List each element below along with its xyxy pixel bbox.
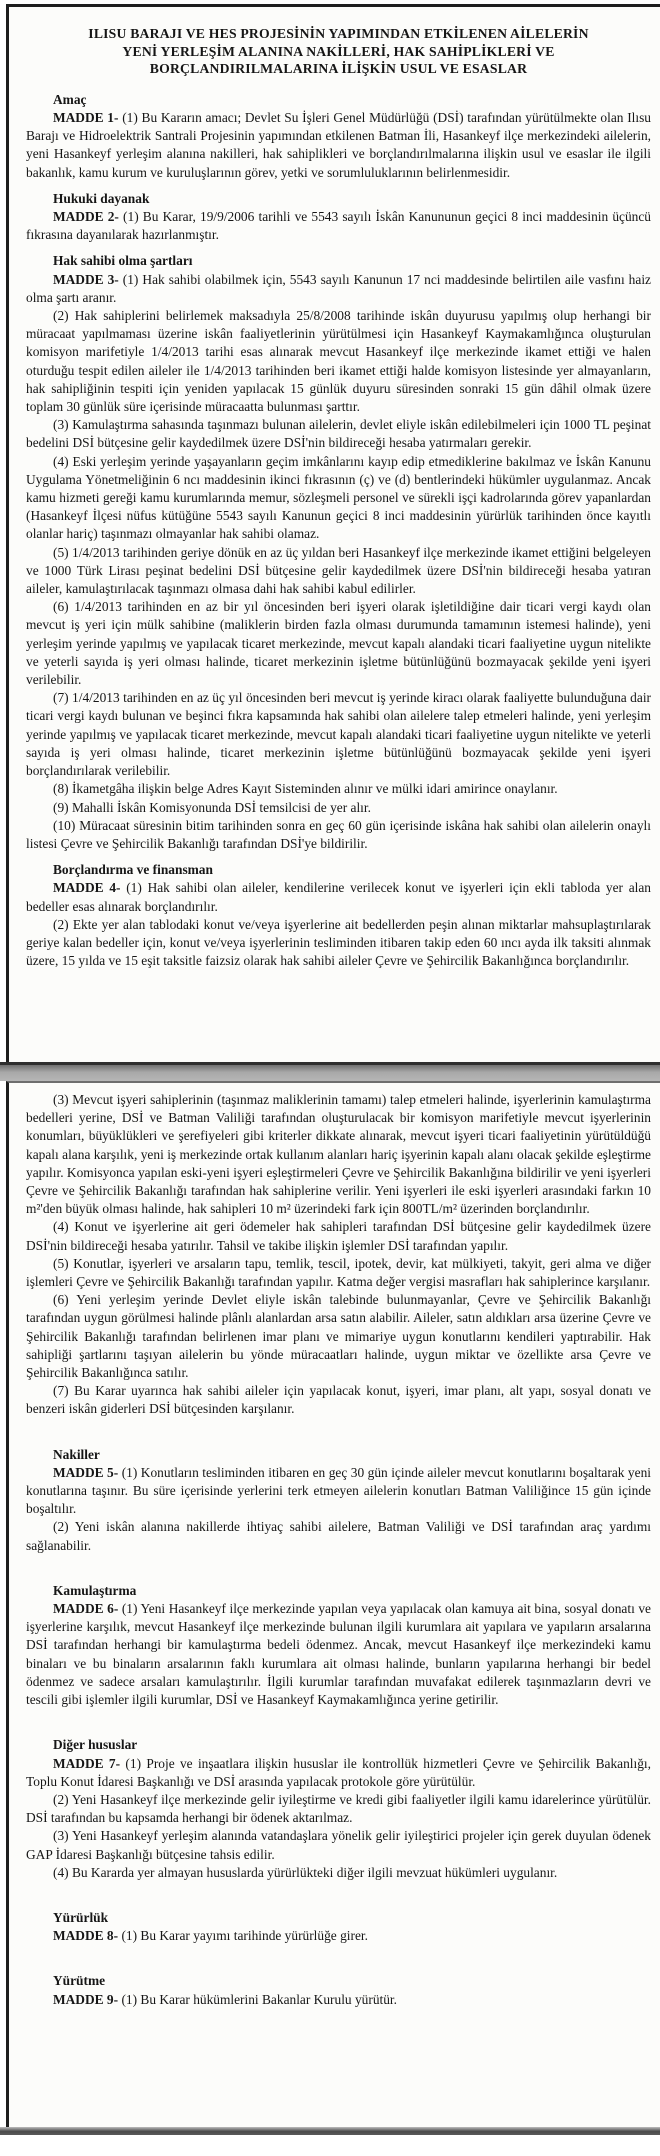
document-title (28, 25, 649, 78)
paragraph: (6) Yeni yerleşim yerinde Devlet eliyle iskân talebinde bulunmayanlar, Çevre ve Şehircilik Bakanlığı tarafından uygun görülmesi halinde plânlı alanlardan arsa satın alabilir. Aileler, satın aldıkları arsa üzerine Çevre ve Şehircilik Bakanlığı tarafından belirlenen imar planı ve mimariye uygun konutlarını kendileri yaptırabilir. Hak sahipliği şartlarını taşıyan ailelerin bu yönde müracaatları halinde, uygun miktar ve özellikte arsa Çevre ve Şehircilik Bakanlığınca satılır. (26, 1292, 651, 1381)
page-2 (6, 1081, 660, 2127)
paragraph: (7) Bu Karar uyarınca hak sahibi aileler için yapılacak konut, işyeri, imar planı, alt yapı, sosyal donatı ve benzeri iskân giderleri DSİ bütçesinden karşılanır. (26, 1383, 651, 1417)
paragraph: MADDE 8- (1) Bu Karar yayımı tarihinde yürürlüğe girer. (53, 1928, 368, 1944)
madde-label: MADDE 3- (53, 271, 123, 287)
paragraph: (6) 1/4/2013 tarihinden en az bir yıl öncesinden beri işyeri olarak işletildiğine dair ticari vergi kaydı olan mevcut iş yeri için mülk sahibine (maliklerin birden fazla olması durumunda tamamının istemesi halinde), yeni yerleşim yerinde yapılmış ve yapılacak ticaret merkezinde, mevcut kapalı alandaki ticari faaliyetine uygun nitelikte ve yeterli sayıda iş yeri olması halinde, ticaret merkezinin işletme bütünlüğünü bozmayacak şekilde yeni işyeri verilebilir. (26, 599, 651, 688)
madde-label: MADDE 9- (53, 1991, 122, 2007)
madde-label: MADDE 8- (53, 1928, 122, 1944)
paragraph: (7) 1/4/2013 tarihinden en az üç yıl öncesinden beri mevcut iş yerinde kiracı olarak faaliyette bulunduğuna dair ticari vergi kaydı bulunan ve beşinci fıkra kapsamında hak sahibi olan ailelere talep etmeleri halinde, yeni yerleşim yerinde yapılmış ve yapılacak ticaret merkezinde, mevcut kapalı alandaki ticari faaliyetine uygun nitelikte ve yeterli sayıda iş yeri olması halinde, ticaret merkezinin işletme bütünlüğünü bozmayacak şekilde yeni işyeri borçlandırılarak verilebilir. (26, 690, 651, 779)
section-heading: Yürürlük (53, 1909, 109, 1925)
document-title-line: YENİ YERLEŞİM ALANINA NAKİLLERİ, HAK SAHİPLİKLERİ VE (122, 43, 555, 59)
section-heading: Kamulaştırma (53, 1582, 137, 1598)
section-heading: Diğer hususlar (53, 1737, 138, 1753)
paragraph: (3) Yeni Hasankeyf yerleşim alanında vatandaşlara yönelik gelir iyileştirici projeler için gerek duyulan ödenek GAP İdaresi Başkanlığı bütçesine tahsis edilir. (26, 1828, 651, 1862)
document-title-line: BORÇLANDIRILMALARINA İLİŞKİN USUL VE ESASLAR (149, 61, 528, 77)
scan-edge-bottom (0, 2127, 660, 2135)
document-title-line: ILISU BARAJI VE HES PROJESİNİN YAPIMINDAN ETKİLENEN AİLELERİN (88, 26, 589, 41)
paragraph: (8) İkametgâha ilişkin belge Adres Kayıt Sisteminden alınır ve mülki idari amirince onaylanır. (53, 781, 558, 797)
madde-label: MADDE 6- (53, 1601, 122, 1617)
paragraph: (3) Kamulaştırma sahasında taşınmazı bulunan ailelerin, devlet eliyle iskân edilebilmeleri için 1000 TL peşinat bedelini DSİ bütçesine gelir kaydedilmek üzere DSİ'nin bildireceği hesaba yatırmaları gerekir. (26, 417, 651, 451)
paragraph: MADDE 1- (1) Bu Kararın amacı; Devlet Su İşleri Genel Müdürlüğü (DSİ) tarafından yürütülmekte olan Ilısu Barajı ve Hidroelektrik Santrali Projesinin yapımından etkilenen Batman İli, Hasankeyf ilçe merkezindeki ailelerin, yeni Hasankeyf yerleşim alanına nakilleri, hak sahiplikleri ve borçlandırılmalarına ilişkin usul ve esaslar ile ilgili bakanlık, kamu kurum ve kuruluşlarının görev, yetki ve sorumluluklarının belirlenmesidir. (26, 109, 651, 180)
paragraph: MADDE 7- (1) Proje ve inşaatlara ilişkin hususlar ile kontrollük hizmetleri Çevre ve Şehircilik Bakanlığı, Toplu Konut İdaresi Başkanlığı ve DSİ arasında yapılacak protokole göre yürütülür. (26, 1755, 651, 1789)
paragraph: MADDE 5- (1) Konutların tesliminden itibaren en geç 30 gün içinde aileler mevcut konutlarını boşaltarak yeni konutlarına taşınır. Bu süre içerisinde yerlerini terk etmeyen ailelerin konutları Batman Valiliğince 15 gün içinde boşaltılır. (26, 1464, 651, 1517)
paragraph: (3) Mevcut işyeri sahiplerinin (taşınmaz maliklerinin tamamı) talep etmeleri halinde, işyerlerinin kamulaştırma bedelleri yerine, DSİ ve Batman Valiliği tarafından oluşturulacak bir komisyon marifetiyle mevcut işyerlerinin konumları, büyüklükleri ve şerefiyeleri gibi kriterler dikkate alınarak, mevcut işyeri ticari faaliyetinin yürütüldüğü kapalı alana karşılık, yeni iş merkezinde ortak kullanım alanları hariç işyerinin kapalı alanı olacak şekilde eşleştirme yapılır. Komisyonca yapılan eski-yeni işyeri eşleştirmeleri Çevre ve Şehircilik Bakanlığına bildirilir ve yeni işyerleri Çevre ve Şehircilik Bakanlığı tarafından hak sahiplerine verilir. Yeni işyerleri ile eski işyerleri arasındaki farkın 10 m²'den büyük olması halinde, hak sahipleri 10 m² üzerindeki fark için 800TL/m² üzerinden borçlandırılır. (26, 1092, 651, 1217)
paragraph: MADDE 4- (1) Hak sahibi olan aileler, kendilerine verilecek konut ve işyerleri için ekli tabloda yer alan bedeller esas alınarak borçlandırılır. (26, 880, 652, 914)
section-heading: Hak sahibi olma şartları (53, 253, 193, 269)
section-heading: Amaç (53, 91, 87, 107)
paragraph: (4) Eski yerleşim yerinde yaşayanların geçim imkânlarını kayıp edip etmediklerine bakılmaz ve İskân Kanunu Uygulama Yönetmeliğinin 6 ncı maddesinin ikinci fıkrasının (ç) ve (d) bentlerindeki hükümler uygulanmaz. Ancak kamu hizmeti gereği kamu kurumlarında memur, sözleşmeli personel ve sürekli işçi kadrolarında görev yapanlardan (Hasankeyf İlçesi nüfus kütüğüne 5543 sayılı Kanunun geçici 8 inci maddesinin yürürlük tarihinden önce kayıtlı olanlar hariç) taşınmazı olmayanlar hak sahibi olamaz. (26, 453, 651, 542)
section-heading: Nakiller (53, 1446, 100, 1462)
paragraph: MADDE 3- (1) Hak sahibi olabilmek için, 5543 sayılı Kanunun 17 nci maddesinde belirtilen aile vasfını haiz olma şartı aranır. (26, 271, 651, 305)
paragraph: MADDE 2- (1) Bu Karar, 19/9/2006 tarihli ve 5543 sayılı İskân Kanununun geçici 8 inci maddesinin üçüncü fıkrasına dayanılarak hazırlanmıştır. (26, 209, 651, 243)
madde-label: MADDE 4- (53, 880, 127, 896)
paragraph: (9) Mahalli İskân Komisyonunda DSİ temsilcisi de yer alır. (53, 799, 371, 815)
section-heading: Hukuki dayanak (53, 190, 150, 206)
paragraph: (5) Konutlar, işyerleri ve arsaların tapu, temlik, tescil, ipotek, devir, kat mülkiyeti, takyit, geri alma ve diğer işlemleri Çevre ve Şehircilik Bakanlığı tarafından yapılır. Katma değer vergisi masrafları hak sahiplerince karşılanır. (26, 1255, 651, 1290)
section-heading: Borçlandırma ve finansman (53, 862, 213, 878)
madde-label: MADDE 5- (53, 1464, 122, 1480)
section-heading: Yürütme (53, 1973, 106, 1989)
page-1 (6, 4, 660, 1062)
paragraph: MADDE 9- (1) Bu Karar hükümlerini Bakanlar Kurulu yürütür. (53, 1991, 397, 2007)
paragraph: (10) Müracaat süresinin bitim tarihinden sonra en geç 60 gün içerisinde iskâna hak sahibi olan ailelerin onaylı listesi Çevre ve Şehircilik Bakanlığı tarafından DSİ'ye bildirilir. (26, 817, 651, 851)
paragraph: (5) 1/4/2013 tarihinden geriye dönük en az üç yıldan beri Hasankeyf ilçe merkezinde ikamet ettiğini belgeleyen ve 1000 Türk Lirası peşinat bedelini DSİ bütçesine gelir kaydedilmek üzere DSİ'nin bildireceği hesaba yatıran aileler, kamulaştırılacak taşınmazı olmasa dahi hak sahibi kabul edilirler. (26, 544, 651, 597)
paragraph: (4) Konut ve işyerlerine ait geri ödemeler hak sahipleri tarafından DSİ bütçesine gelir kaydedilmek üzere DSİ'nin bildireceği hesaba yatırılır. Tahsil ve takibe ilişkin işlemler DSİ tarafından yapılır. (26, 1219, 651, 1253)
madde-label: MADDE 2- (53, 209, 124, 224)
paragraph: MADDE 6- (1) Yeni Hasankeyf ilçe merkezinde yapılan veya yapılacak olan kamuya ait bina, sosyal donatı ve işyerlerine karşılık, mevcut Hasankeyf ilçe merkezinde bulunan ilgili kurumlara ait yapılara ve yapıların arsalarına DSİ tarafından herhangi bir kamulaştırma bedeli ödenmez. Ancak, mevcut Hasankeyf ilçe merkezindeki kamu binaları ve bu binaların arsalarının faklı kurumlara ait olması halinde, bunların yapılarına herhangi bir bedel ödenmez ve sadece arsaları kamulaştırılır. İlgili kurumlar tarafından muvafakat edilerek taşınmazların devri ve tescili gibi işlemler ilgili kurumlar, DSİ ve Hasankeyf Kaymakamlığınca yerine getirilir. (26, 1601, 651, 1708)
page-separator (0, 1062, 660, 1081)
paragraph: (4) Bu Kararda yer almayan hususlarda yürürlükteki diğer ilgili mevzuat hükümleri uygulanır. (53, 1864, 558, 1880)
paragraph: (2) Hak sahiplerini belirlemek maksadıyla 25/8/2008 tarihinde iskân duyurusu yapılmış olup herhangi bir müracaat yapılmaması üzerine iskân faaliyetlerinin yürütülmesi için Hasankeyf Kaymakamlığınca oluşturulan komisyon marifetiyle 1/4/2013 tarihi esas alınarak mevcut Hasankeyf ilçe merkezinde ikamet ettiği ve halen oturduğu tespit edilen aileler ile 1/4/2013 tarihinden beri ikamet ettiği halde komisyon listesinde yer almayanların, hak sahipliğinin tespiti için yeniden yapılacak 15 günlük duyuru süresinden sonraki 15 gün dâhil olmak üzere toplam 30 günlük süre içerisinde müracaatta bulunması şarttır. (26, 308, 651, 415)
madde-label: MADDE 7- (53, 1755, 126, 1771)
paragraph: (2) Yeni Hasankeyf ilçe merkezinde gelir iyileştirme ve kredi gibi faaliyetler ilgili kamu idarelerince yürütülür. DSİ tarafından bu kapsamda herhangi bir ödenek aktarılmaz. (26, 1791, 651, 1826)
madde-label: MADDE 1- (53, 109, 123, 125)
paragraph: (2) Ekte yer alan tablodaki konut ve/veya işyerlerine ait bedellerden peşin alınan miktarlar mahsuplaştırılarak geriye kalan bedeller için, konut ve/veya işyerlerinin tesliminden itibaren takip eden 60 ıncı ayda ilk taksiti alınmak üzere, 15 yılda ve 15 eşit taksitle faizsiz olarak hak sahibi aileler Çevre ve Şehircilik Bakanlığınca borçlandırılır. (26, 916, 651, 969)
paragraph: (2) Yeni iskân alanına nakillerde ihtiyaç sahibi ailelere, Batman Valiliği ve DSİ tarafından araç yardımı sağlanabilir. (26, 1519, 651, 1553)
